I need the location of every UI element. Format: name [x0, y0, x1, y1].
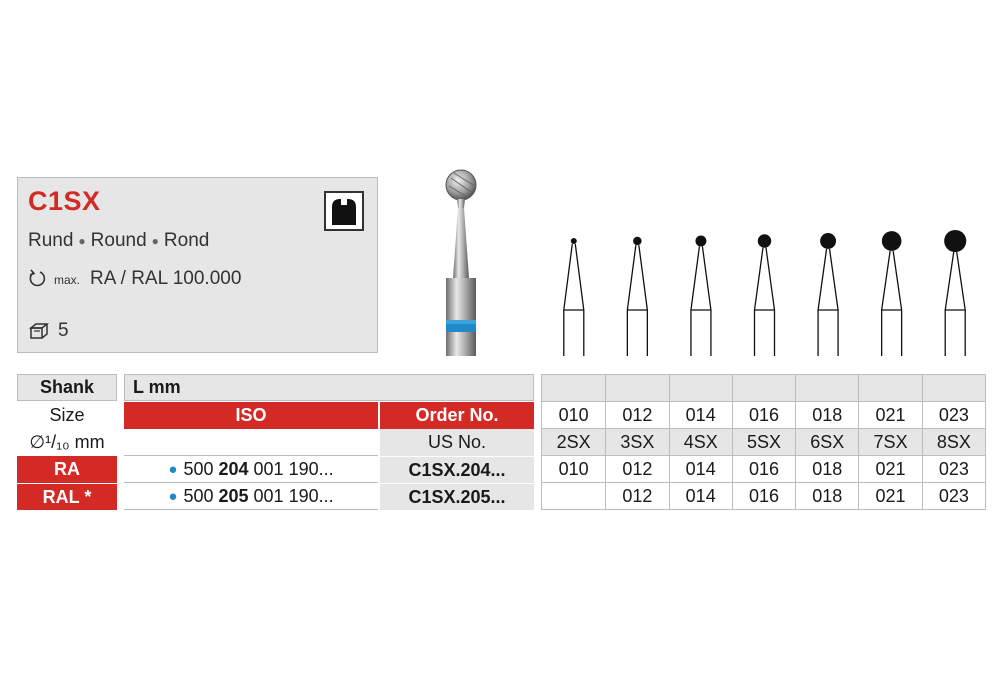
iso-number-ra: [124, 456, 378, 483]
order-no-header: Order No.: [380, 402, 534, 429]
ra-size-cell: 014: [669, 456, 732, 483]
sizes-header-cell: [922, 375, 985, 402]
ral-size-cell: [542, 483, 605, 509]
shank-ra: RA: [17, 456, 117, 483]
ral-size-cell: 014: [669, 483, 732, 509]
shank-type-icon: [324, 191, 364, 231]
iso-number-ral: [124, 483, 378, 510]
rotation-arrow-icon: [28, 269, 48, 289]
ra-size-cell: 010: [542, 456, 605, 483]
ra-size-cell: 012: [605, 456, 668, 483]
sizes-header-cell: [858, 375, 921, 402]
bur-head: [820, 233, 836, 249]
order-number-ra: C1SX.204...: [380, 456, 534, 483]
bur-schematic-012: [627, 237, 647, 356]
size-cell: 023: [922, 402, 985, 429]
us-no-cell: 7SX: [858, 429, 921, 456]
sizes-header-cell: [732, 375, 795, 402]
lmm-header: L mm: [124, 374, 534, 401]
bur-outline: [882, 251, 902, 356]
shape-names: [28, 230, 209, 252]
us-no-cell: 4SX: [669, 429, 732, 456]
bur-head: [695, 236, 706, 247]
iso-prefix: 500: [183, 458, 219, 479]
bur-outline: [818, 249, 838, 356]
ral-size-cell: 021: [858, 483, 921, 509]
bur-head: [882, 231, 902, 251]
shape-name-en: Round: [90, 230, 147, 251]
bullet-icon: ●: [168, 487, 178, 505]
bur-product-image: [436, 168, 486, 356]
size-cell: 021: [858, 402, 921, 429]
bur-schematic-010: [564, 238, 584, 356]
bur-outline: [691, 246, 711, 356]
bur-outline: [564, 244, 584, 356]
ra-size-cell: 018: [795, 456, 858, 483]
iso-header: ISO: [124, 402, 378, 429]
iso-shank-code: 204: [218, 458, 249, 479]
bur-outline: [627, 245, 647, 356]
us-no-header: US No.: [380, 429, 534, 456]
bur-schematic-021: [882, 231, 902, 356]
ral-size-cell: 018: [795, 483, 858, 509]
us-no-cell: 8SX: [922, 429, 985, 456]
separator-dot-icon: ●: [151, 233, 159, 248]
speed-value: RA / RAL 100.000: [90, 268, 242, 289]
bur-head: [758, 234, 771, 247]
sizes-header-cell: [542, 375, 605, 402]
shape-name-de: Rund: [28, 230, 74, 251]
bur-schematic-016: [755, 234, 775, 356]
package-box-icon: [28, 321, 50, 341]
bur-outline: [945, 252, 965, 356]
iso-shank-code: 205: [218, 485, 249, 506]
us-no-cell: 5SX: [732, 429, 795, 456]
bur-outline: [755, 248, 775, 356]
diameter-label: ∅¹/₁₀ mm: [29, 432, 105, 452]
max-speed: [28, 268, 241, 290]
pack-qty-value: 5: [58, 320, 69, 341]
iso-suffix: 001 190...: [248, 458, 334, 479]
bur-head: [633, 237, 641, 245]
sizes-table: [541, 374, 986, 510]
iso-blank-cell: [124, 429, 378, 456]
bur-schematic-018: [818, 233, 838, 356]
us-no-cell: 3SX: [605, 429, 668, 456]
ral-size-cell: 012: [605, 483, 668, 509]
size-schematics: [548, 228, 978, 356]
product-code: C1SX: [28, 186, 101, 216]
pack-quantity: [28, 320, 69, 342]
separator-dot-icon: ●: [78, 233, 86, 248]
us-no-cell: 2SX: [542, 429, 605, 456]
us-no-cell: 6SX: [795, 429, 858, 456]
ra-size-cell: 023: [922, 456, 985, 483]
ral-size-cell: 016: [732, 483, 795, 509]
iso-suffix: 001 190...: [248, 485, 334, 506]
shape-name-fr: Rond: [163, 230, 210, 251]
product-info-card: [17, 177, 378, 353]
ra-size-cell: 021: [858, 456, 921, 483]
size-cell: 018: [795, 402, 858, 429]
bullet-icon: ●: [168, 460, 178, 478]
size-cell: 014: [669, 402, 732, 429]
shank-header: Shank: [17, 374, 117, 401]
bur-head: [571, 238, 577, 244]
sizes-header-cell: [795, 375, 858, 402]
max-label: max.: [54, 273, 81, 287]
ral-size-cell: 023: [922, 483, 985, 509]
bur-schematic-023: [944, 230, 966, 356]
size-cell: 010: [542, 402, 605, 429]
sizes-header-cell: [669, 375, 732, 402]
iso-prefix: 500: [183, 485, 219, 506]
bur-head: [944, 230, 966, 252]
ra-size-cell: 016: [732, 456, 795, 483]
bur-schematic-014: [691, 236, 711, 356]
size-cell: 012: [605, 402, 668, 429]
size-cell: 016: [732, 402, 795, 429]
sizes-header-cell: [605, 375, 668, 402]
size-label: Size: [49, 405, 85, 425]
order-number-ral: C1SX.205...: [380, 483, 534, 510]
shank-ral: RAL *: [17, 483, 117, 510]
